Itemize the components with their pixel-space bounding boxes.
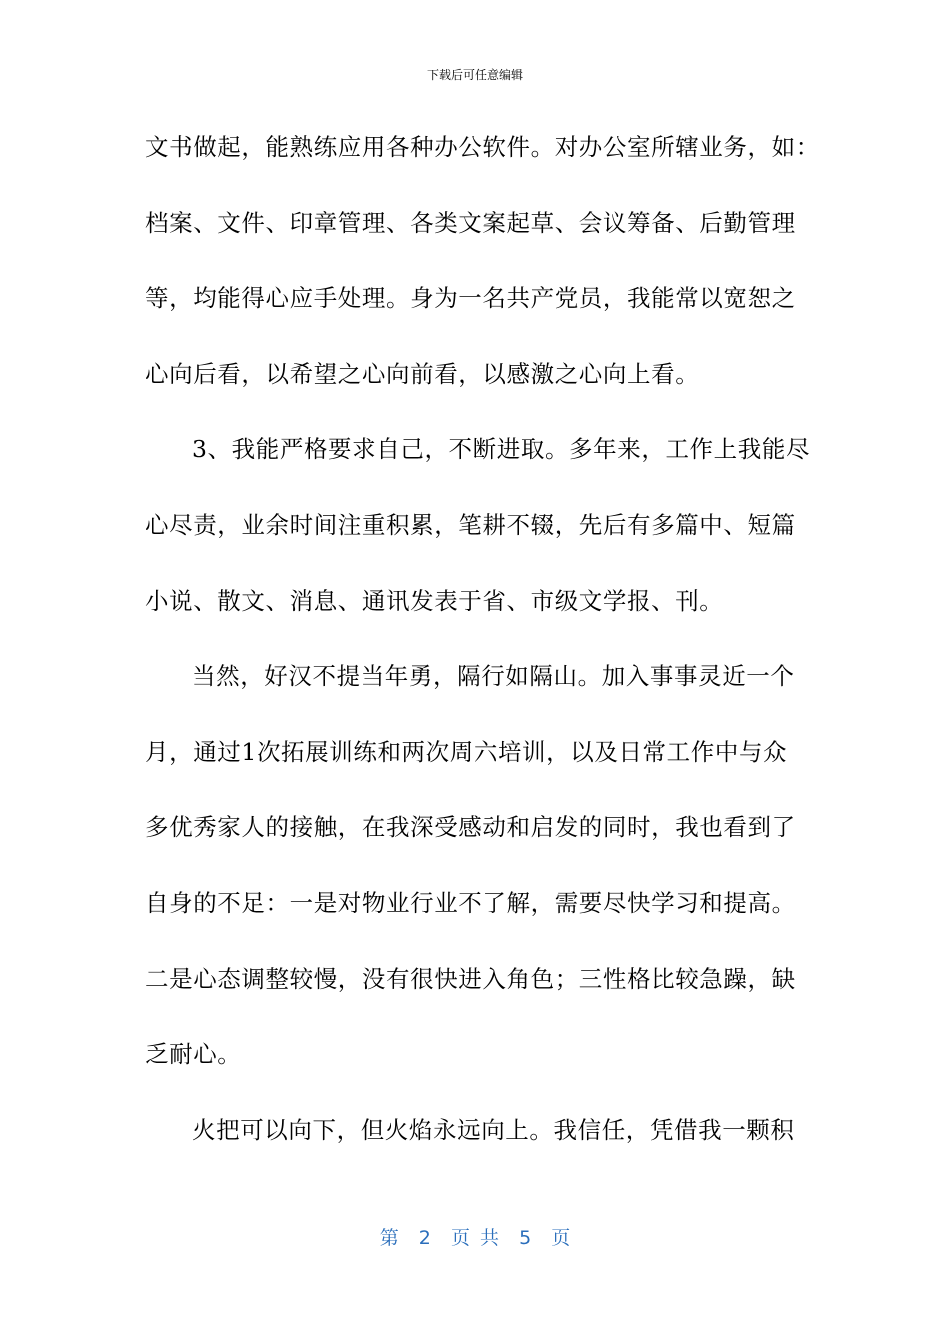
document-body: [145, 128, 820, 1186]
text-line: 月，通过1次拓展训练和两次周六培训，以及日常工作中与众: [145, 737, 788, 766]
paragraph-start-line: 当然，好汉不提当年勇，隔行如隔山。加入事事灵近一个: [192, 662, 795, 691]
page-header: 下载后可任意编辑: [426, 68, 523, 82]
text-line: 二是心态调整较慢，没有很快进入角色；三性格比较急躁，缺: [145, 964, 796, 993]
text-line: 小说、散文、消息、通讯发表于省、市级文学报、刊。: [145, 586, 724, 615]
text-line: 心尽责，业余时间注重积累，笔耕不辍，先后有多篇中、短篇: [145, 510, 796, 539]
paragraph-start-line: 3、我能严格要求自己，不断进取。多年来，工作上我能尽: [192, 435, 811, 464]
text-line: 多优秀家人的接触，在我深受感动和启发的同时，我也看到了: [145, 813, 796, 842]
text-line: 自身的不足：一是对物业行业不了解，需要尽快学习和提高。: [145, 888, 796, 917]
page-footer: [0, 1226, 950, 1250]
paragraph-start-line: 火把可以向下，但火焰永远向上。我信任，凭借我一颗积: [192, 1115, 795, 1144]
page-number-label: 第 2 页 共 5 页: [379, 1227, 571, 1249]
text-line: 心向后看，以希望之心向前看，以感激之心向上看。: [145, 359, 700, 388]
text-line: 乏耐心。: [145, 1040, 242, 1069]
text-line: 文书做起，能熟练应用各种办公软件。对办公室所辖业务，如：: [145, 133, 820, 161]
text-line: 档案、文件、印章管理、各类文案起草、会议筹备、后勤管理: [145, 208, 796, 237]
text-line: 等，均能得心应手处理。身为一名共产党员，我能常以宽恕之: [145, 284, 796, 313]
